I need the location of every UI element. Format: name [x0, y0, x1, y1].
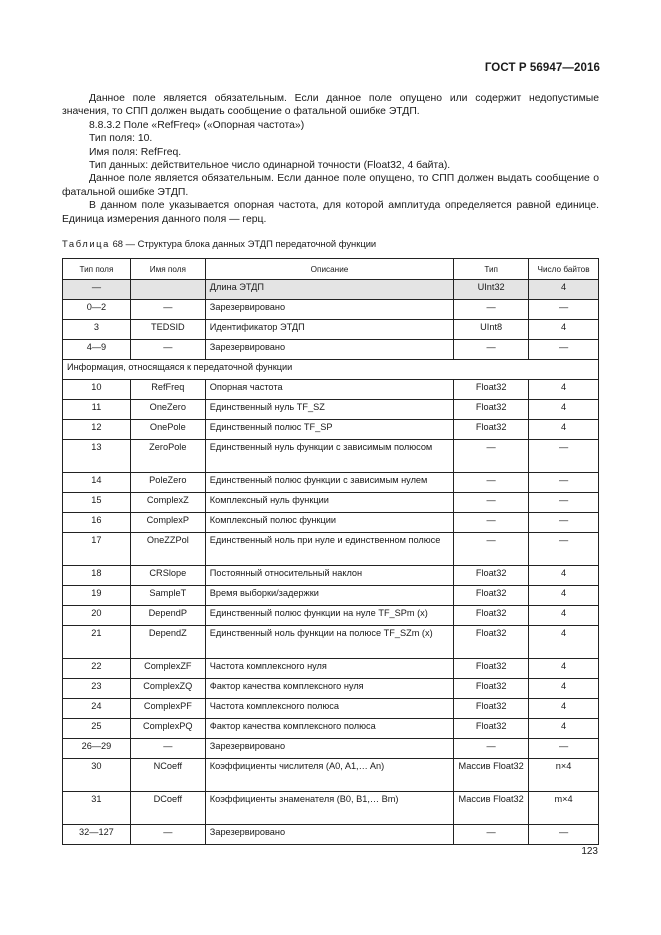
table-row — [63, 320, 599, 340]
cell-bytes: — — [529, 473, 599, 493]
cell-description: Зарезервировано — [205, 340, 453, 360]
cell-description: Единственный ноль при нуле и единственном полюсе — [205, 533, 453, 566]
cell-bytes: — — [529, 825, 599, 845]
cell-field-name: DependZ — [130, 626, 205, 659]
cell-type: UInt8 — [454, 320, 529, 340]
table-row — [63, 440, 599, 473]
transfer-function-rows — [63, 380, 599, 845]
cell-field-type: 21 — [63, 626, 131, 659]
cell-field-name: ZeroPole — [130, 440, 205, 473]
table-row — [63, 759, 599, 792]
teds-structure-table — [62, 258, 599, 845]
cell-type: Float32 — [454, 586, 529, 606]
cell-field-name: ComplexPQ — [130, 719, 205, 739]
table-row — [63, 659, 599, 679]
header-field-type: Тип поля — [63, 259, 131, 280]
cell-bytes: — — [529, 533, 599, 566]
cell-field-type: 17 — [63, 533, 131, 566]
cell-bytes: 4 — [529, 380, 599, 400]
cell-bytes: n×4 — [529, 759, 599, 792]
cell-type: Float32 — [454, 566, 529, 586]
cell-description: Единственный полюс TF_SP — [205, 420, 453, 440]
cell-type: — — [454, 533, 529, 566]
cell-description: Фактор качества комплексного нуля — [205, 679, 453, 699]
table-row — [63, 300, 599, 320]
table-row — [63, 792, 599, 825]
table-row — [63, 513, 599, 533]
cell-type: Float32 — [454, 719, 529, 739]
cell-bytes: — — [529, 513, 599, 533]
cell-type: Float32 — [454, 659, 529, 679]
table-row — [63, 533, 599, 566]
cell-bytes: 4 — [529, 719, 599, 739]
cell-field-name: ComplexZ — [130, 493, 205, 513]
cell-field-name: — — [130, 300, 205, 320]
caption-text: 68 — Структура блока данных ЭТДП передаточной функции — [112, 238, 377, 249]
body-text — [62, 92, 599, 226]
cell-bytes: 4 — [529, 626, 599, 659]
cell-description: Единственный ноль функции на полюсе TF_SZm (x) — [205, 626, 453, 659]
caption-label: Таблица — [62, 238, 110, 249]
cell-description: Идентификатор ЭТДП — [205, 320, 453, 340]
cell-type: Массив Float32 — [454, 792, 529, 825]
cell-description: Частота комплексного нуля — [205, 659, 453, 679]
cell-type: Float32 — [454, 606, 529, 626]
table-row — [63, 626, 599, 659]
cell-description: Комплексный нуль функции — [205, 493, 453, 513]
cell-bytes: 4 — [529, 320, 599, 340]
cell-description: Единственный полюс функции с зависимым нулем — [205, 473, 453, 493]
cell-field-type: 11 — [63, 400, 131, 420]
table-row — [63, 340, 599, 360]
cell-type: Float32 — [454, 699, 529, 719]
cell-field-name: DCoeff — [130, 792, 205, 825]
cell-field-type: 31 — [63, 792, 131, 825]
cell-field-name: DependP — [130, 606, 205, 626]
cell-field-type: 18 — [63, 566, 131, 586]
section-heading: 8.8.3.2 Поле «RefFreq» («Опорная частота») — [89, 119, 305, 131]
cell-bytes: 4 — [529, 566, 599, 586]
cell-field-name: SampleT — [130, 586, 205, 606]
cell-field-name: PoleZero — [130, 473, 205, 493]
cell-type: — — [454, 739, 529, 759]
cell-description: Комплексный полюс функции — [205, 513, 453, 533]
table-row — [63, 400, 599, 420]
cell-type: — — [454, 300, 529, 320]
cell-field-name: ComplexZF — [130, 659, 205, 679]
table-row — [63, 493, 599, 513]
cell-type: UInt32 — [454, 280, 529, 300]
cell-bytes: 4 — [529, 586, 599, 606]
cell-field-type: 30 — [63, 759, 131, 792]
cell-field-name: RefFreq — [130, 380, 205, 400]
cell-bytes: 4 — [529, 606, 599, 626]
table-caption — [62, 238, 376, 249]
paragraph: Данное поле является обязательным. Если данное поле опущено, то СПП должен выдать сообщение о фатальной ошибке ЭТДП. — [62, 173, 599, 198]
cell-field-type: 25 — [63, 719, 131, 739]
cell-type: Float32 — [454, 420, 529, 440]
cell-description: Постоянный относительный наклон — [205, 566, 453, 586]
table-row — [63, 825, 599, 845]
table-row — [63, 280, 599, 300]
cell-field-type: 19 — [63, 586, 131, 606]
cell-field-type: 12 — [63, 420, 131, 440]
header-type: Тип — [454, 259, 529, 280]
cell-description: Фактор качества комплексного полюса — [205, 719, 453, 739]
cell-field-name: ComplexZQ — [130, 679, 205, 699]
cell-field-name: CRSlope — [130, 566, 205, 586]
paragraph: В данном поле указывается опорная частота, для которой амплитуда определяется равной единице. Единица измерения данного поля — герц. — [62, 200, 599, 225]
cell-field-type: 26—29 — [63, 739, 131, 759]
cell-field-type: 22 — [63, 659, 131, 679]
table-row — [63, 420, 599, 440]
table-row — [63, 606, 599, 626]
cell-bytes: m×4 — [529, 792, 599, 825]
cell-field-name: ComplexPF — [130, 699, 205, 719]
cell-type: Массив Float32 — [454, 759, 529, 792]
cell-field-name: — — [130, 825, 205, 845]
paragraph: Данное поле является обязательным. Если данное поле опущено или содержит недопустимые значения, то СПП должен выдать сообщение о фатальной ошибке ЭТДП. — [62, 93, 599, 118]
cell-field-type: 15 — [63, 493, 131, 513]
table-section-row — [63, 360, 599, 380]
table-row — [63, 586, 599, 606]
cell-bytes: — — [529, 440, 599, 473]
cell-field-name: NCoeff — [130, 759, 205, 792]
cell-field-type: 16 — [63, 513, 131, 533]
cell-type: — — [454, 493, 529, 513]
cell-type: — — [454, 825, 529, 845]
cell-type: Float32 — [454, 380, 529, 400]
cell-field-name: TEDSID — [130, 320, 205, 340]
cell-field-type: — — [63, 280, 131, 300]
paragraph: Тип поля: 10. — [89, 133, 153, 145]
cell-field-name: ComplexP — [130, 513, 205, 533]
cell-field-type: 32—127 — [63, 825, 131, 845]
cell-field-name: OneZZPol — [130, 533, 205, 566]
cell-description: Зарезервировано — [205, 739, 453, 759]
cell-description: Зарезервировано — [205, 825, 453, 845]
cell-description: Коэффициенты знаменателя (B0, B1,… Bm) — [205, 792, 453, 825]
table-row — [63, 739, 599, 759]
cell-description: Коэффициенты числителя (A0, A1,… An) — [205, 759, 453, 792]
cell-type: — — [454, 440, 529, 473]
cell-field-name — [130, 280, 205, 300]
cell-field-type: 14 — [63, 473, 131, 493]
cell-type: Float32 — [454, 626, 529, 659]
page-number: 123 — [581, 846, 598, 857]
cell-description: Длина ЭТДП — [205, 280, 453, 300]
cell-field-type: 4—9 — [63, 340, 131, 360]
cell-bytes: 4 — [529, 420, 599, 440]
cell-description: Единственный полюс функции на нуле TF_SPm (x) — [205, 606, 453, 626]
cell-bytes: 4 — [529, 679, 599, 699]
cell-field-type: 13 — [63, 440, 131, 473]
cell-field-name: — — [130, 739, 205, 759]
cell-bytes: 4 — [529, 699, 599, 719]
cell-type: — — [454, 513, 529, 533]
cell-description: Время выборки/задержки — [205, 586, 453, 606]
header-byte-count: Число байтов — [529, 259, 599, 280]
standard-header: ГОСТ Р 56947—2016 — [484, 62, 600, 74]
cell-bytes: — — [529, 739, 599, 759]
cell-field-name: OneZero — [130, 400, 205, 420]
cell-description: Опорная частота — [205, 380, 453, 400]
cell-bytes: — — [529, 340, 599, 360]
table-row — [63, 679, 599, 699]
cell-field-type: 3 — [63, 320, 131, 340]
cell-field-name: OnePole — [130, 420, 205, 440]
cell-bytes: 4 — [529, 280, 599, 300]
cell-field-name: — — [130, 340, 205, 360]
section-title: Информация, относящаяся к передаточной функции — [63, 360, 599, 380]
cell-description: Единственный нуль функции с зависимым полюсом — [205, 440, 453, 473]
table-row — [63, 473, 599, 493]
cell-description: Зарезервировано — [205, 300, 453, 320]
table-row — [63, 699, 599, 719]
header-description: Описание — [205, 259, 453, 280]
cell-type: Float32 — [454, 400, 529, 420]
paragraph: Имя поля: RefFreq. — [89, 146, 182, 158]
cell-field-type: 20 — [63, 606, 131, 626]
table-row — [63, 380, 599, 400]
cell-bytes: 4 — [529, 659, 599, 679]
cell-field-type: 23 — [63, 679, 131, 699]
table-row — [63, 719, 599, 739]
cell-type: — — [454, 340, 529, 360]
cell-field-type: 0—2 — [63, 300, 131, 320]
table-header-row — [63, 259, 599, 280]
table-row — [63, 566, 599, 586]
cell-type: Float32 — [454, 679, 529, 699]
cell-description: Единственный нуль TF_SZ — [205, 400, 453, 420]
cell-bytes: — — [529, 300, 599, 320]
cell-field-type: 10 — [63, 380, 131, 400]
cell-type: — — [454, 473, 529, 493]
cell-bytes: — — [529, 493, 599, 513]
header-field-name: Имя поля — [130, 259, 205, 280]
cell-field-type: 24 — [63, 699, 131, 719]
cell-bytes: 4 — [529, 400, 599, 420]
paragraph: Тип данных: действительное число одинарной точности (Float32, 4 байта). — [89, 160, 451, 172]
cell-description: Частота комплексного полюса — [205, 699, 453, 719]
